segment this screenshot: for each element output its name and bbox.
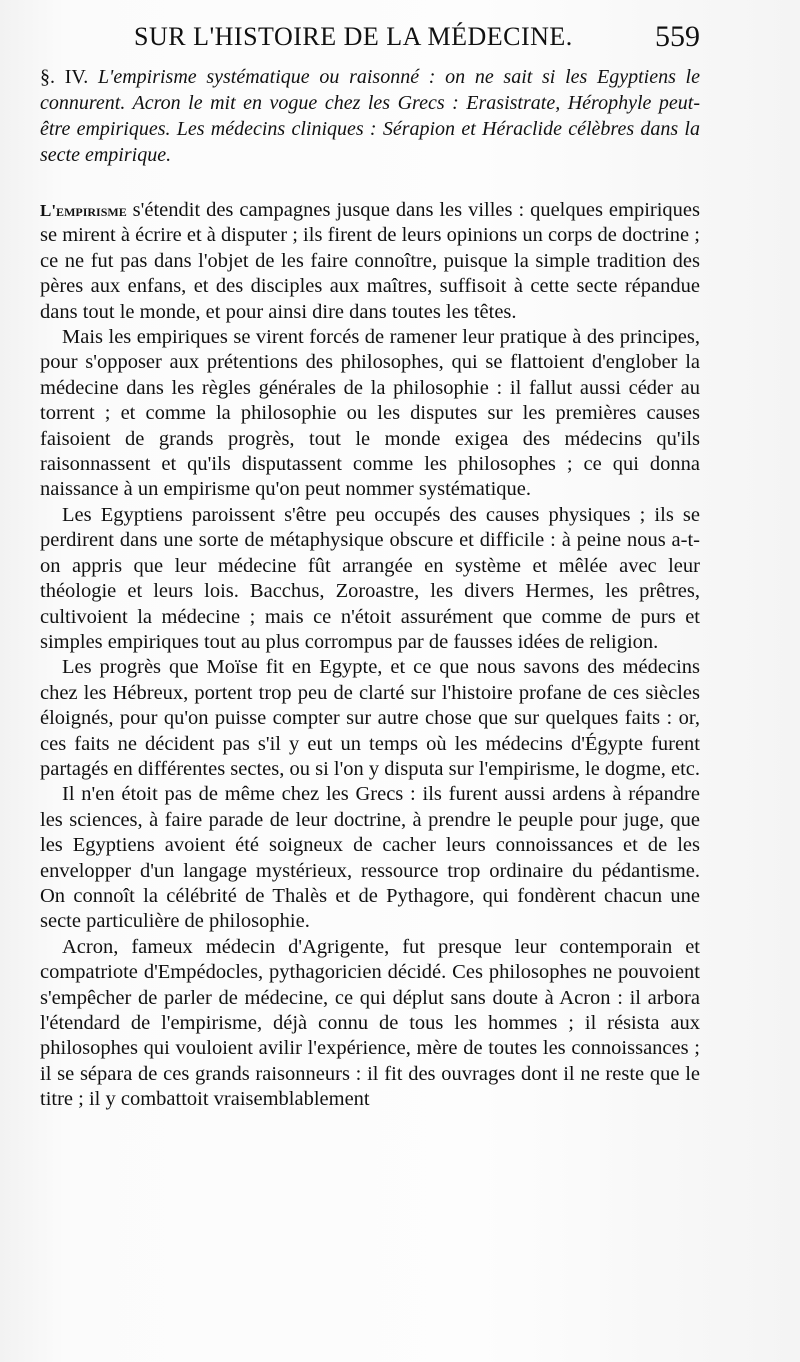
page-header	[0, 18, 800, 58]
paragraph-3: Les Egyptiens paroissent s'être peu occupés des causes physiques ; ils se perdirent dans une sorte de métaphysique obscure et difficile : à peine nous a-t-on appris que leur médecine fût arrangée en système et mêlée avec leur théologie et leurs lois. Bacchus, Zoroastre, les divers Hermes, les prêtres, cultivoient la médecine ; mais ce n'étoit assurément que comme de purs et simples empiriques tout au plus corrompus par de fausses idées de religion.	[40, 503, 700, 653]
paragraph-lead-word: L'empirisme	[40, 201, 127, 220]
section-summary	[40, 64, 700, 168]
paragraph-6: Acron, fameux médecin d'Agrigente, fut presque leur contemporain et compatriote d'Empédocles, pythagoricien décidé. Ces philosophes ne pouvoient s'empêcher de parler de médecine, ce qui déplut sans doute à Acron : il arbora l'étendard de l'empirisme, déjà connu de tous les hommes ; il résista aux philosophes qui vouloient avilir l'expérience, mère de toutes les connoissances ; il se sépara de ces grands raisonneurs : il fit des ouvrages dont il ne reste que le titre ; il y combattoit vraisemblablement	[40, 935, 700, 1111]
section-summary-text: L'empirisme systématique ou raisonné : on ne sait si les Egyptiens le connurent. Acron le mit en vogue chez les Grecs : Erasistrate, Hérophyle peut-être empiriques. Les médecins cliniques : Sérapion et Héraclide célèbres dans la secte empirique.	[40, 66, 700, 166]
section-marker: §. IV.	[40, 66, 89, 88]
running-head: SUR L'HISTOIRE DE LA MÉDECINE.	[134, 22, 573, 51]
paragraph-2: Mais les empiriques se virent forcés de ramener leur pratique à des principes, pour s'opposer aux prétentions des philosophes, qui se flattoient d'englober la médecine dans les règles générales de la philosophie : il fallut aussi céder au torrent ; et comme la philosophie ou les disputes sur les premières causes faisoient de grands progrès, tout le monde exigea des médecins qu'ils raisonnassent et qu'ils disputassent comme les philosophes ; ce qui donna naissance à un empirisme qu'on peut nommer systématique.	[40, 326, 700, 501]
paragraph-4: Les progrès que Moïse fit en Egypte, et ce que nous savons des médecins chez les Hébreux, portent trop peu de clarté sur l'histoire profane de ces siècles éloignés, pour qu'on puisse compter sur autre chose que sur quelques faits : or, ces faits ne décident pas s'il y eut un temps où les médecins d'Égypte furent partagés en différentes sectes, ou si l'on y disputa sur l'empirisme, le dogme, etc.	[40, 656, 700, 780]
paragraph-text: s'étendit des campagnes jusque dans les villes : quelques empiriques se mirent à écrire et à disputer ; ils firent de leurs opinions un corps de doctrine ; ce ne fut pas dans l'objet de les faire connoître, puisque la simple tradition des pères aux enfans, et des disciples aux maîtres, suffisoit à cette secte répandue dans tout le monde, et pour ainsi dire dans toutes les têtes.	[40, 199, 700, 323]
body-text	[40, 198, 700, 1113]
paragraph-1	[40, 198, 700, 325]
page-number: 559	[655, 20, 700, 53]
paragraph-5: Il n'en étoit pas de même chez les Grecs : ils furent aussi ardens à répandre les sciences, à faire parade de leur doctrine, à prendre le peuple pour juge, que les Egyptiens avoient été soigneux de cacher leurs connoissances et de les envelopper d'un langage mystérieux, ressource trop ordinaire du pédantisme. On connoît la célébrité de Thalès et de Pythagore, qui fondèrent chacun une secte particulière de philosophie.	[40, 783, 700, 933]
